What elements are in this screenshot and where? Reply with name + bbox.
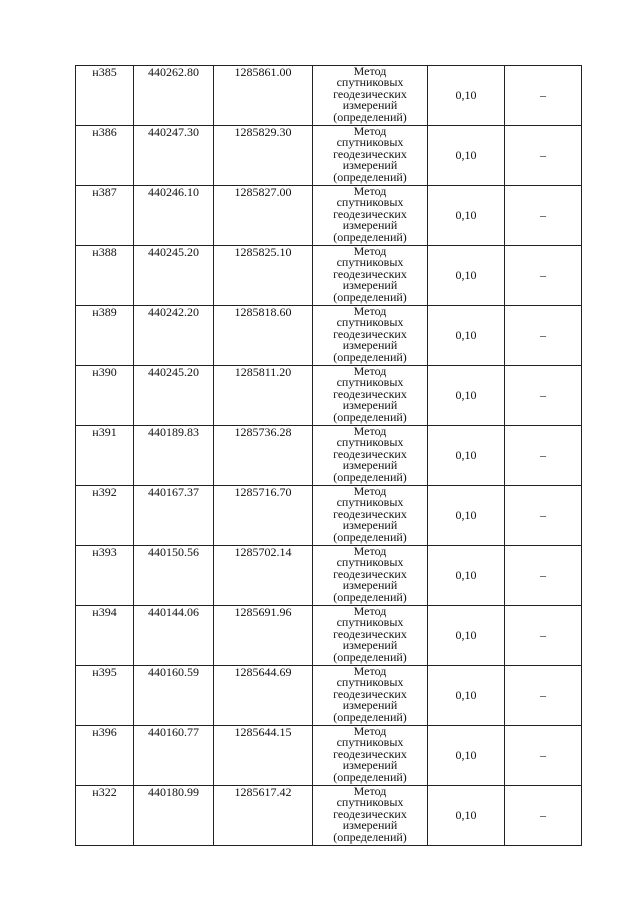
accuracy-cell: 0,10 <box>428 666 505 726</box>
method-text-line: (определений) <box>333 529 407 544</box>
y-coordinate-cell: 1285811.20 <box>214 366 313 426</box>
y-coordinate-cell: 1285644.69 <box>214 666 313 726</box>
point-id-cell: н392 <box>76 486 134 546</box>
y-coordinate-cell: 1285644.15 <box>214 726 313 786</box>
method-cell <box>313 366 428 426</box>
method-text-line: Метод <box>353 664 387 678</box>
method-cell <box>313 66 428 126</box>
method-text-line: (определений) <box>333 289 407 304</box>
method-text-line: измерений <box>342 278 398 293</box>
method-text-line: геодезических <box>333 446 407 461</box>
method-text-line: геодезических <box>333 746 407 761</box>
method-text-line: измерений <box>342 338 398 353</box>
method-text-line: измерений <box>342 818 398 833</box>
table-body <box>76 66 582 846</box>
y-coordinate-cell: 1285702.14 <box>214 546 313 606</box>
method-text-line: геодезических <box>333 626 407 641</box>
y-coordinate-cell: 1285829.30 <box>214 126 313 186</box>
description-cell: – <box>505 546 582 606</box>
method-text-line: измерений <box>342 578 398 593</box>
method-text-line: Метод <box>353 64 387 78</box>
accuracy-cell: 0,10 <box>428 126 505 186</box>
point-id-cell: н391 <box>76 426 134 486</box>
point-id-cell: н394 <box>76 606 134 666</box>
x-coordinate-cell: 440245.20 <box>134 246 214 306</box>
point-id-cell: н388 <box>76 246 134 306</box>
y-coordinate-cell: 1285818.60 <box>214 306 313 366</box>
table-row <box>76 66 582 126</box>
method-text-line: спутниковых <box>336 75 404 90</box>
table-row <box>76 366 582 426</box>
description-cell: – <box>505 126 582 186</box>
description-cell: – <box>505 306 582 366</box>
accuracy-cell: 0,10 <box>428 306 505 366</box>
table-row <box>76 786 582 846</box>
method-text-line: спутниковых <box>336 735 404 750</box>
method-text-line: (определений) <box>333 229 407 244</box>
method-text-line: геодезических <box>333 266 407 281</box>
x-coordinate-cell: 440167.37 <box>134 486 214 546</box>
y-coordinate-cell: 1285716.70 <box>214 486 313 546</box>
method-text-line: геодезических <box>333 146 407 161</box>
x-coordinate-cell: 440247.30 <box>134 126 214 186</box>
x-coordinate-cell: 440189.83 <box>134 426 214 486</box>
method-text-line: спутниковых <box>336 555 404 570</box>
y-coordinate-cell: 1285827.00 <box>214 186 313 246</box>
method-cell <box>313 186 428 246</box>
method-text-line: геодезических <box>333 86 407 101</box>
method-text-line: геодезических <box>333 206 407 221</box>
description-cell: – <box>505 186 582 246</box>
x-coordinate-cell: 440180.99 <box>134 786 214 846</box>
x-coordinate-cell: 440246.10 <box>134 186 214 246</box>
method-text-line: Метод <box>353 724 387 738</box>
accuracy-cell: 0,10 <box>428 186 505 246</box>
method-text-line: Метод <box>353 244 387 258</box>
method-text-line: Метод <box>353 784 387 798</box>
accuracy-cell: 0,10 <box>428 606 505 666</box>
method-cell <box>313 426 428 486</box>
method-cell <box>313 546 428 606</box>
method-text-line: геодезических <box>333 386 407 401</box>
description-cell: – <box>505 726 582 786</box>
table-row <box>76 486 582 546</box>
method-text-line: измерений <box>342 638 398 653</box>
method-text-line: (определений) <box>333 769 407 784</box>
point-id-cell: н386 <box>76 126 134 186</box>
table-row <box>76 726 582 786</box>
method-text-line: спутниковых <box>336 315 404 330</box>
accuracy-cell: 0,10 <box>428 486 505 546</box>
method-text-line: (определений) <box>333 349 407 364</box>
x-coordinate-cell: 440150.56 <box>134 546 214 606</box>
method-text-line: геодезических <box>333 326 407 341</box>
x-coordinate-cell: 440160.77 <box>134 726 214 786</box>
description-cell: – <box>505 66 582 126</box>
point-id-cell: н387 <box>76 186 134 246</box>
table-row <box>76 306 582 366</box>
table-row <box>76 186 582 246</box>
point-id-cell: н395 <box>76 666 134 726</box>
table-row <box>76 546 582 606</box>
x-coordinate-cell: 440262.80 <box>134 66 214 126</box>
method-text-line: (определений) <box>333 169 407 184</box>
method-text-line: измерений <box>342 98 398 113</box>
method-cell <box>313 246 428 306</box>
accuracy-cell: 0,10 <box>428 726 505 786</box>
y-coordinate-cell: 1285861.00 <box>214 66 313 126</box>
method-cell <box>313 606 428 666</box>
method-text-line: измерений <box>342 158 398 173</box>
method-text-line: спутниковых <box>336 435 404 450</box>
description-cell: – <box>505 426 582 486</box>
method-text-line: (определений) <box>333 829 407 844</box>
method-text-line: Метод <box>353 484 387 498</box>
x-coordinate-cell: 440242.20 <box>134 306 214 366</box>
method-text-line: геодезических <box>333 806 407 821</box>
method-text-line: Метод <box>353 364 387 378</box>
method-text-line: Метод <box>353 604 387 618</box>
accuracy-cell: 0,10 <box>428 366 505 426</box>
y-coordinate-cell: 1285617.42 <box>214 786 313 846</box>
method-text-line: геодезических <box>333 566 407 581</box>
method-text-line: измерений <box>342 218 398 233</box>
point-id-cell: н393 <box>76 546 134 606</box>
x-coordinate-cell: 440160.59 <box>134 666 214 726</box>
method-text-line: (определений) <box>333 469 407 484</box>
method-text-line: спутниковых <box>336 375 404 390</box>
description-cell: – <box>505 246 582 306</box>
description-cell: – <box>505 786 582 846</box>
description-cell: – <box>505 606 582 666</box>
method-cell <box>313 486 428 546</box>
method-text-line: (определений) <box>333 109 407 124</box>
table-row <box>76 126 582 186</box>
y-coordinate-cell: 1285736.28 <box>214 426 313 486</box>
y-coordinate-cell: 1285825.10 <box>214 246 313 306</box>
point-id-cell: н390 <box>76 366 134 426</box>
method-text-line: Метод <box>353 424 387 438</box>
method-text-line: спутниковых <box>336 195 404 210</box>
accuracy-cell: 0,10 <box>428 546 505 606</box>
description-cell: – <box>505 366 582 426</box>
x-coordinate-cell: 440144.06 <box>134 606 214 666</box>
point-id-cell: н389 <box>76 306 134 366</box>
method-text-line: Метод <box>353 544 387 558</box>
x-coordinate-cell: 440245.20 <box>134 366 214 426</box>
method-text-line: геодезических <box>333 686 407 701</box>
accuracy-cell: 0,10 <box>428 246 505 306</box>
method-text-line: Метод <box>353 184 387 198</box>
description-cell: – <box>505 666 582 726</box>
point-id-cell: н322 <box>76 786 134 846</box>
point-id-cell: н385 <box>76 66 134 126</box>
method-text-line: измерений <box>342 458 398 473</box>
table-row <box>76 666 582 726</box>
accuracy-cell: 0,10 <box>428 66 505 126</box>
y-coordinate-cell: 1285691.96 <box>214 606 313 666</box>
method-text-line: спутниковых <box>336 495 404 510</box>
method-text-line: измерений <box>342 758 398 773</box>
method-text-line: Метод <box>353 124 387 138</box>
table-row <box>76 426 582 486</box>
method-text-line: геодезических <box>333 506 407 521</box>
method-text-line: спутниковых <box>336 255 404 270</box>
method-cell <box>313 786 428 846</box>
accuracy-cell: 0,10 <box>428 426 505 486</box>
coordinates-table <box>75 65 582 846</box>
method-text-line: (определений) <box>333 649 407 664</box>
accuracy-cell: 0,10 <box>428 786 505 846</box>
method-text-line: (определений) <box>333 409 407 424</box>
method-text-line: Метод <box>353 304 387 318</box>
method-cell <box>313 126 428 186</box>
table-row <box>76 246 582 306</box>
method-text-line: измерений <box>342 398 398 413</box>
method-cell <box>313 726 428 786</box>
method-cell <box>313 306 428 366</box>
method-text-line: спутниковых <box>336 135 404 150</box>
description-cell: – <box>505 486 582 546</box>
table-row <box>76 606 582 666</box>
method-text-line: спутниковых <box>336 615 404 630</box>
method-text-line: спутниковых <box>336 795 404 810</box>
method-text-line: (определений) <box>333 589 407 604</box>
method-text-line: спутниковых <box>336 675 404 690</box>
method-text-line: измерений <box>342 698 398 713</box>
method-cell <box>313 666 428 726</box>
method-text-line: (определений) <box>333 709 407 724</box>
method-text-line: измерений <box>342 518 398 533</box>
point-id-cell: н396 <box>76 726 134 786</box>
